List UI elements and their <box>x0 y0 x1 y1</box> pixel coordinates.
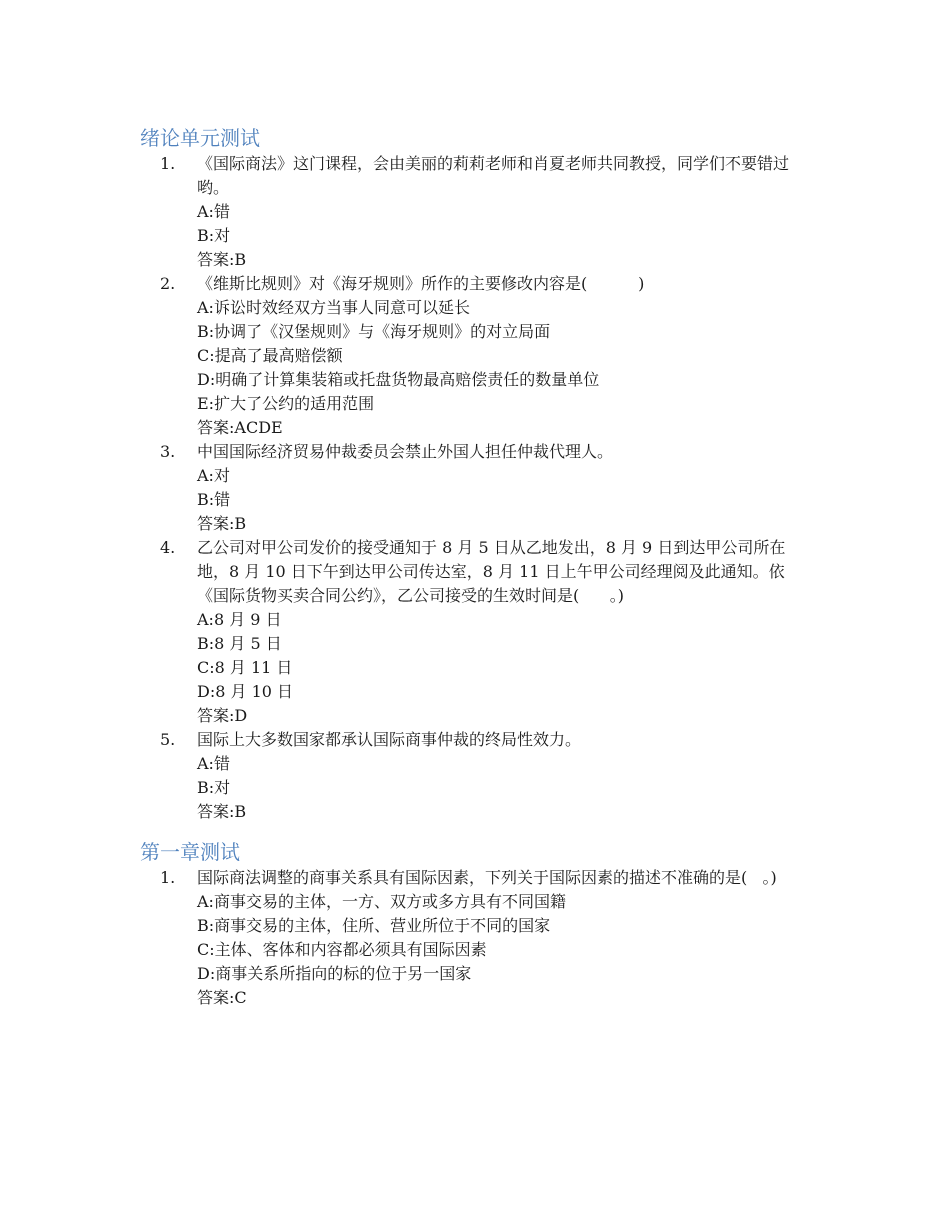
option-item: A:8 月 9 日 <box>197 610 282 629</box>
question-text: 《维斯比规则》对《海牙规则》所作的主要修改内容是( ) <box>197 274 645 293</box>
answer-text: 答案:ACDE <box>197 418 283 437</box>
question-number: 4. <box>160 538 176 557</box>
option-item: A:诉讼时效经双方当事人同意可以延长 <box>197 298 470 317</box>
section-title: 绪论单元测试 <box>140 126 260 150</box>
option-item: B:对 <box>197 226 231 245</box>
question-number: 5. <box>160 730 176 749</box>
section-title: 第一章测试 <box>140 840 240 864</box>
question-list <box>140 866 820 1010</box>
question-item <box>140 728 820 824</box>
question-text: 乙公司对甲公司发价的接受通知于 8 月 5 日从乙地发出，8 月 9 日到达甲公司所在地，8 月 10 日下午到达甲公司传达室，8 月 11 日上午甲公司经理阅及此通知。依《国际货物买卖合同公约》，乙公司接受的生效时间是( 。) <box>197 538 786 605</box>
answer-text: 答案:B <box>197 250 247 269</box>
option-item: A:商事交易的主体，一方、双方或多方具有不同国籍 <box>197 892 566 911</box>
option-list <box>197 200 820 248</box>
option-item: A:错 <box>197 202 230 221</box>
option-item: B:商事交易的主体，住所、营业所位于不同的国家 <box>197 916 551 935</box>
question-text: 《国际商法》这门课程，会由美丽的莉莉老师和肖夏老师共同教授，同学们不要错过哟。 <box>197 154 790 197</box>
answer-text: 答案:C <box>197 988 247 1007</box>
answer-text: 答案:B <box>197 802 247 821</box>
question-number: 2. <box>160 274 176 293</box>
option-item: C:提高了最高赔偿额 <box>197 346 343 365</box>
option-item: A:对 <box>197 466 230 485</box>
section-chapter-one-test <box>140 824 820 1010</box>
option-list <box>197 752 820 800</box>
question-number: 3. <box>160 442 176 461</box>
option-item: B:8 月 5 日 <box>197 634 282 653</box>
option-list <box>197 608 820 704</box>
answer-text: 答案:D <box>197 706 248 725</box>
option-item: D:商事关系所指向的标的位于另一国家 <box>197 964 472 983</box>
question-text: 中国国际经济贸易仲裁委员会禁止外国人担任仲裁代理人。 <box>197 442 614 461</box>
option-item: A:错 <box>197 754 230 773</box>
option-item: E:扩大了公约的适用范围 <box>197 394 375 413</box>
question-text: 国际商法调整的商事关系具有国际因素，下列关于国际因素的描述不准确的是( 。) <box>197 868 777 887</box>
option-item: B:协调了《汉堡规则》与《海牙规则》的对立局面 <box>197 322 551 341</box>
option-item: D:明确了计算集装箱或托盘货物最高赔偿责任的数量单位 <box>197 370 600 389</box>
question-text: 国际上大多数国家都承认国际商事仲裁的终局性效力。 <box>197 730 582 749</box>
option-item: C:8 月 11 日 <box>197 658 293 677</box>
option-list <box>197 464 820 512</box>
option-item: C:主体、客体和内容都必须具有国际因素 <box>197 940 487 959</box>
option-item: B:错 <box>197 490 231 509</box>
question-item <box>140 536 820 728</box>
question-item <box>140 866 820 1010</box>
option-list <box>197 890 820 986</box>
answer-text: 答案:B <box>197 514 247 533</box>
question-item <box>140 272 820 440</box>
section-intro-test <box>140 0 820 824</box>
question-item <box>140 152 820 272</box>
question-number: 1. <box>160 868 176 887</box>
question-item <box>140 440 820 536</box>
option-item: D:8 月 10 日 <box>197 682 294 701</box>
option-item: B:对 <box>197 778 231 797</box>
question-number: 1. <box>160 154 176 173</box>
question-list <box>140 152 820 824</box>
option-list <box>197 296 820 416</box>
